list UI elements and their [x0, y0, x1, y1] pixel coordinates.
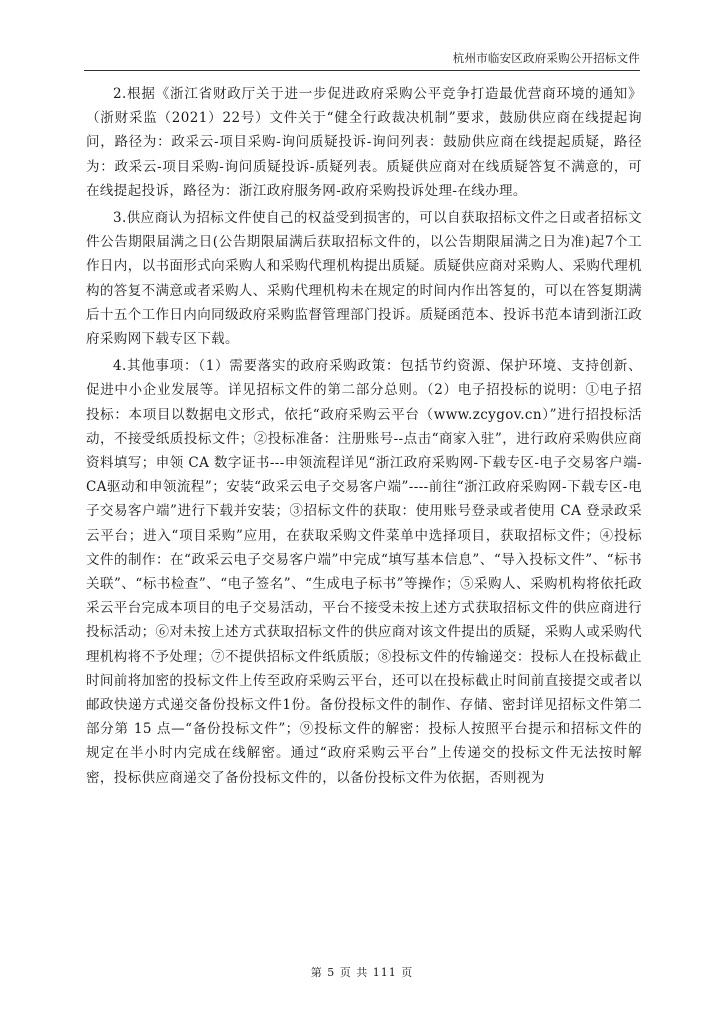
document-body	[86, 82, 642, 793]
running-header: 杭州市临安区政府采购公开招标文件	[452, 51, 640, 65]
page-number: 第 5 页 共 111 页	[310, 966, 414, 979]
header-divider	[84, 70, 640, 71]
paragraph-other-matters: 4.其他事项：（1）需要落实的政府采购政策：包括节约资源、保护环境、支持创新、促进中小企业发展等。详见招标文件的第二部分总则。（2）电子招投标的说明：①电子招投标：本项目以数据电文形式，依托“政府采购云平台（www.zcygov.cn）”进行招投标活动，不接受纸质投标文件；②投标准备：注册账号--点击“商家入驻”，进行政府采购供应商资料填写；申领 CA 数字证书---申领流程详见“浙江政府采购网-下载专区-电子交易客户端-CA驱动和申领流程”；安装“政采云电子交易客户端”----前往“浙江政府采购网-下载专区-电子交易客户端”进行下载并安装；③招标文件的获取：使用账号登录或者使用 CA 登录政采云平台；进入“项目采购”应用，在获取采购文件菜单中选择项目，获取招标文件；④投标文件的制作：在“政采云电子交易客户端”中完成“填写基本信息”、“导入投标文件”、“标书关联”、“标书检查”、“电子签名”、“生成电子标书”等操作；⑤采购人、采购机构将依托政采云平台完成本项目的电子交易活动，平台不接受未按上述方式获取招标文件的供应商进行投标活动；⑥对未按上述方式获取招标文件的供应商对该文件提出的质疑，采购人或采购代理机构将不予处理；⑦不提供招标文件纸质版；⑧投标文件的传输递交：投标人在投标截止时间前将加密的投标文件上传至政府采购云平台，还可以在投标截止时间前直接提交或者以邮政快递方式递交备份投标文件1份。备份投标文件的制作、存储、密封详见招标文件第二部分第 15 点—“备份投标文件”；⑨投标文件的解密：投标人按照平台提示和招标文件的规定在半小时内完成在线解密。通过“政府采购云平台”上传递交的投标文件无法按时解密，投标供应商递交了备份投标文件的，以备份投标文件为依据，否则视为	[86, 358, 642, 786]
paragraph-inquiry-challenge: 2.根据《浙江省财政厅关于进一步促进政府采购公平竞争打造最优营商环境的通知》（浙财采监（2021）22号）文件关于“健全行政裁决机制”要求，鼓励供应商在线提起询问，路径为：政采云-项目采购-询问质疑投诉-询问列表：鼓励供应商在线提起质疑，路径为：政采云-项目采购-询问质疑投诉-质疑列表。质疑供应商对在线质疑答复不满意的，可在线提起投诉，路径为：浙江政府服务网-政府采购投诉处理-在线办理。	[86, 86, 642, 199]
paragraph-challenge-deadline: 3.供应商认为招标文件使自己的权益受到损害的，可以自获取招标文件之日或者招标文件公告期限届满之日(公告期限届满后获取招标文件的，以公告期限届满之日为准)起7个工作日内，以书面形式向采购人和采购代理机构提出质疑。质疑供应商对采购人、采购代理机构的答复不满意或者采购人、采购代理机构未在规定的时间内作出答复的，可以在答复期满后十五个工作日内向同级政府采购监督管理部门投诉。质疑函范本、投诉书范本请到浙江政府采购网下载专区下载。	[86, 210, 642, 348]
